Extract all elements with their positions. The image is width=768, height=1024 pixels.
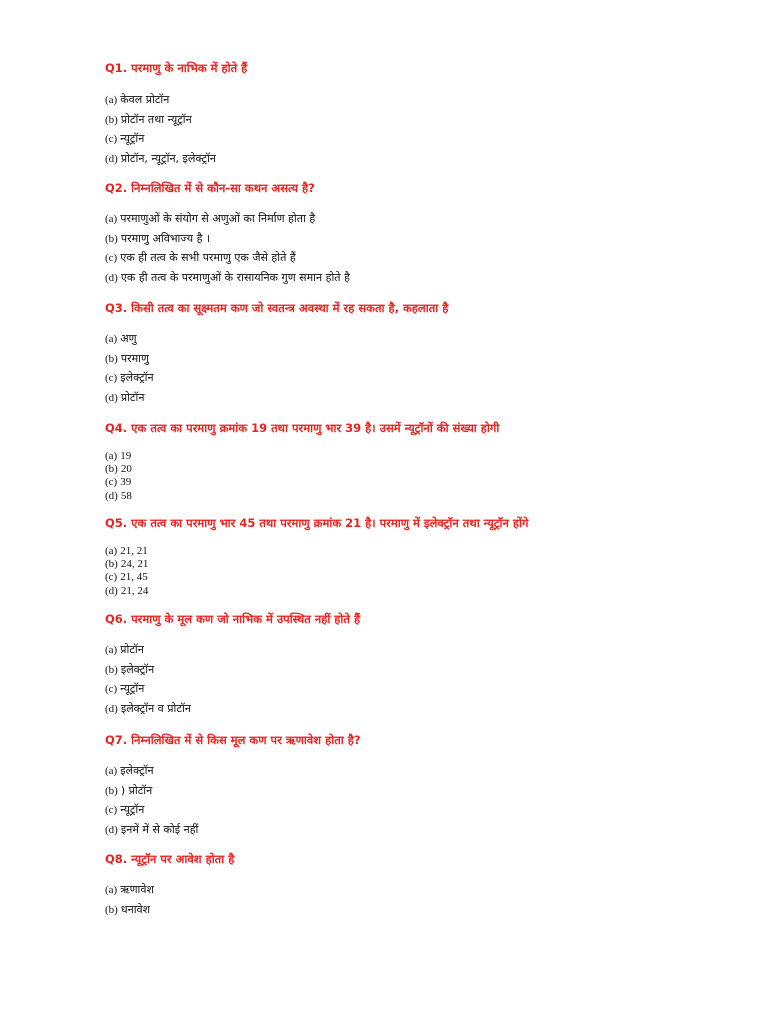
option-item [105, 209, 350, 229]
option-label: (a) [105, 765, 118, 777]
option-item [105, 129, 216, 149]
option-label: (c) [105, 372, 118, 384]
option-label: (c) [105, 476, 118, 489]
option-label: (b) [105, 784, 118, 797]
option-text: 39 [120, 476, 132, 489]
question-block-5 [105, 516, 725, 597]
option-item [105, 880, 154, 900]
question-block-8 [105, 852, 725, 916]
option-label: (a) [105, 644, 118, 656]
option-item [105, 781, 198, 801]
question-title: Q8. न्यूट्रॉन पर आवेश होता है [105, 852, 235, 866]
option-list [105, 329, 154, 407]
option-label: (d) [105, 391, 118, 404]
question-title: Q3. किसी तत्व का सूक्ष्मतम कण जो स्वतन्त्र अवस्था में रह सकता है, कहलाता है [105, 301, 449, 315]
option-text: इनमें में से कोई नहीं [120, 822, 199, 836]
option-label: (c) [105, 133, 118, 145]
option-item [105, 820, 198, 840]
option-list [105, 545, 148, 598]
option-item [105, 558, 148, 571]
option-text: इलेक्ट्रॉन [120, 662, 155, 676]
option-item [105, 149, 216, 169]
option-label: (a) [105, 450, 118, 462]
option-text: 24, 21 [120, 558, 149, 571]
question-block-3 [105, 301, 725, 404]
option-text: प्रोटॉन तथा न्यूट्रॉन [120, 112, 192, 126]
option-text: न्यूट्रॉन [120, 803, 145, 816]
option-label: (b) [105, 352, 118, 365]
option-text: परमाणु [120, 351, 149, 365]
option-item [105, 349, 154, 369]
option-label: (c) [105, 252, 118, 264]
option-text: परमाणु अविभाज्य है । [120, 231, 211, 245]
option-text: प्रोटॉन [120, 390, 145, 404]
option-item [105, 571, 148, 584]
option-item [105, 388, 154, 408]
option-label: (c) [105, 804, 118, 816]
option-label: (a) [105, 333, 118, 345]
option-label: (b) [105, 558, 118, 571]
option-item [105, 368, 154, 388]
option-item [105, 476, 132, 489]
option-item [105, 545, 148, 558]
question-block-7 [105, 733, 725, 836]
option-text: ऋणावेश [120, 883, 154, 896]
option-item [105, 450, 132, 463]
option-item [105, 248, 350, 268]
option-item [105, 679, 191, 699]
option-text: ) प्रोटॉन [120, 783, 153, 797]
option-label: (b) [105, 232, 118, 245]
option-text: एक ही तत्व के सभी परमाणु एक जैसे होते हैं [120, 251, 296, 264]
option-text: इलेक्ट्रॉन [120, 371, 154, 384]
option-label: (a) [105, 545, 118, 557]
option-list [105, 761, 198, 839]
option-label: (b) [105, 903, 118, 916]
option-label: (d) [105, 271, 118, 284]
option-text: प्रोटॉन [120, 643, 144, 656]
option-text: 58 [120, 489, 132, 502]
option-list [105, 640, 191, 718]
option-label: (b) [105, 663, 118, 676]
question-title: Q6. परमाणु के मूल कण जो नाभिक में उपस्थित नहीं होते हैं [105, 612, 361, 626]
option-text: अणु [120, 332, 137, 345]
option-item [105, 761, 198, 781]
option-text: परमाणुओं के संयोग से अणुओं का निर्माण होता है [120, 212, 316, 225]
question-title: Q4. एक तत्व का परमाणु क्रमांक 19 तथा परमाणु भार 39 है। उसमें न्यूट्रॉनों की संख्या होगी [105, 421, 500, 435]
option-text: इलेक्ट्रॉन व प्रोटॉन [120, 701, 191, 715]
option-text: न्यूट्रॉन [120, 132, 145, 145]
option-item [105, 329, 154, 349]
option-label: (a) [105, 94, 118, 106]
option-label: (c) [105, 571, 118, 584]
option-label: (c) [105, 683, 118, 695]
option-text: 20 [120, 463, 132, 476]
question-title: Q1. परमाणु के नाभिक में होते हैं [105, 61, 248, 75]
option-label: (d) [105, 489, 118, 502]
option-text: इलेक्ट्रॉन [120, 764, 154, 777]
option-label: (d) [105, 823, 118, 836]
option-label: (a) [105, 213, 118, 225]
option-text: 21, 21 [120, 545, 148, 557]
question-title: Q7. निम्नलिखित में से किस मूल कण पर ऋणावेश होता है? [105, 733, 361, 747]
option-label: (d) [105, 152, 118, 165]
option-item [105, 490, 132, 503]
option-label: (d) [105, 584, 118, 597]
option-item [105, 463, 132, 476]
option-item [105, 660, 191, 680]
option-item [105, 268, 350, 288]
option-text: एक ही तत्व के परमाणुओं के रासायनिक गुण समान होते है [120, 270, 350, 284]
option-text: न्यूट्रॉन [120, 682, 145, 695]
option-item [105, 699, 191, 719]
option-list [105, 450, 132, 503]
option-item [105, 90, 216, 110]
question-block-6 [105, 612, 725, 715]
question-title: Q5. एक तत्व का परमाणु भार 45 तथा परमाणु क्रमांक 21 है। परमाणु में इलेक्ट्रॉन तथा न्यूट्रॉन होंगे [105, 516, 529, 530]
option-label: (a) [105, 884, 118, 896]
option-item [105, 585, 148, 598]
option-item [105, 110, 216, 130]
question-title: Q2. निम्नलिखित में से कौन-सा कथन असत्य है? [105, 181, 315, 195]
option-text: धनावेश [120, 902, 151, 916]
option-text: 21, 45 [120, 571, 148, 584]
question-block-2 [105, 181, 725, 284]
question-block-1 [105, 61, 725, 165]
option-text: 21, 24 [120, 584, 149, 597]
option-text: प्रोटॉन, न्यूट्रॉन, इलेक्ट्रॉन [120, 151, 216, 165]
option-item [105, 640, 191, 660]
option-list [105, 209, 350, 287]
option-text: केवल प्रोटॉन [120, 93, 170, 106]
option-text: 19 [120, 450, 132, 462]
option-item [105, 229, 350, 249]
option-list [105, 880, 154, 919]
option-item [105, 900, 154, 920]
option-list [105, 90, 216, 168]
option-label: (d) [105, 702, 118, 715]
option-label: (b) [105, 113, 118, 126]
option-item [105, 800, 198, 820]
question-block-4 [105, 421, 725, 502]
option-label: (b) [105, 463, 118, 476]
